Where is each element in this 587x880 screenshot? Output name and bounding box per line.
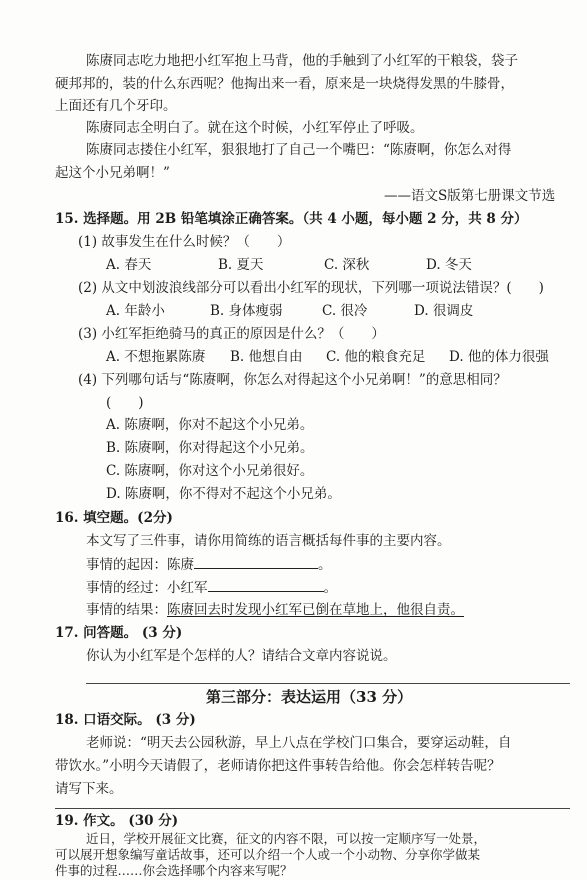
passage-source: ——语文S版第七册课文节选 (384, 188, 556, 204)
q19-line-1: 近日，学校开展征文比赛，征文的内容不限，可以按一定顺序写一处景， (86, 831, 487, 846)
q18-line-2: 带饮水。”小明今天请假了，老师请你把这件事转告给他。你会怎样转告呢？ (55, 758, 501, 774)
q16-result-text: 陈赓回去时发现小红军已倒在草地上，他很自责。 (167, 602, 464, 618)
q16-process-label: 事情的经过：小红军 (86, 580, 208, 596)
q19-title: 19. 作文。 (30 分) (55, 813, 179, 829)
passage-line-6: 起这个小兄弟啊！” (55, 165, 170, 181)
q15-4-option-a[interactable]: A. 陈赓啊，你对不起这个小兄弟。 (106, 417, 314, 433)
q15-3-option-c[interactable]: C. 他的粮食充足 (326, 349, 426, 365)
passage-line-1: 陈赓同志吃力地把小红军抱上马背，他的手触到了小红军的干粮袋，袋子 (86, 53, 518, 69)
q18-line-1: 老师说：“明天去公园秋游，早上八点在学校门口集合，要穿运动鞋，自 (86, 735, 512, 751)
q16-start-blank[interactable] (194, 555, 318, 569)
q15-2-stem: (2) 从文中划波浪线部分可以看出小红军的现状，下列哪一项说法错误？( ) (78, 280, 544, 296)
q15-3-stem: (3) 小红军拒绝骑马的真正的原因是什么？（ ） (78, 326, 385, 342)
q15-1-option-d[interactable]: D. 冬天 (426, 257, 472, 273)
passage-line-2: 硬邦邦的，装的什么东西呢？他掏出来一看，原来是一块烧得发黑的牛膝骨， (55, 76, 514, 92)
q15-2-option-c[interactable]: C. 很冷 (322, 303, 368, 319)
q15-4-paren[interactable]: ( ) (106, 395, 144, 411)
q17-title: 17. 问答题。 (3 分) (55, 625, 183, 641)
q16-process-row (86, 578, 337, 597)
passage-line-4: 陈赓同志全明白了。就在这个时候，小红军停止了呼吸。 (86, 120, 424, 136)
q16-title: 16. 填空题。(2分) (55, 510, 173, 526)
passage-line-3: 上面还有几个牙印。 (55, 98, 177, 114)
q16-start-period: 。 (318, 557, 332, 573)
q15-1-option-c[interactable]: C. 深秋 (324, 257, 370, 273)
q15-2-option-d[interactable]: D. 很调皮 (414, 303, 474, 319)
q16-process-blank[interactable] (208, 578, 324, 592)
q19-line-3: 件事的过程……你会选择哪个内容来写呢？ (55, 863, 293, 878)
q15-3-option-a[interactable]: A. 不想拖累陈赓 (106, 349, 206, 365)
q15-1-option-b[interactable]: B. 夏天 (218, 257, 264, 273)
q16-start-label: 事情的起因：陈赓 (86, 557, 194, 573)
q16-result-row (86, 601, 464, 619)
q15-2-option-a[interactable]: A. 年龄小 (106, 303, 165, 319)
q15-1-option-a[interactable]: A. 春天 (106, 257, 152, 273)
q16-result-label: 事情的结果： (86, 602, 167, 618)
q15-3-option-d[interactable]: D. 他的体力很强 (449, 349, 549, 365)
q17-answer-line[interactable] (86, 683, 570, 684)
q15-1-stem: (1) 故事发生在什么时候？（ ） (78, 234, 291, 250)
q16-process-period: 。 (323, 580, 337, 596)
passage-line-5: 陈赓同志搂住小红军，狠狠地打了自己一个嘴巴：“陈赓啊，你怎么对得 (86, 142, 512, 158)
q15-2-option-b[interactable]: B. 身体瘦弱 (210, 303, 283, 319)
q15-4-option-b[interactable]: B. 陈赓啊，你对得起这个小兄弟。 (106, 440, 314, 456)
q16-instruction: 本文写了三件事，请你用简练的语言概括每件事的主要内容。 (86, 533, 451, 549)
q16-start-row (86, 555, 332, 574)
q15-4-option-c[interactable]: C. 陈赓啊，你对这个小兄弟很好。 (106, 463, 314, 479)
q15-4-stem: (4) 下列哪句话与“陈赓啊，你怎么对得起这个小兄弟啊！”的意思相同？ (78, 372, 507, 388)
q15-4-option-d[interactable]: D. 陈赓啊，你不得对不起这个小兄弟。 (106, 486, 341, 502)
q15-3-option-b[interactable]: B. 他想自由 (230, 349, 303, 365)
q17-prompt: 你认为小红军是个怎样的人？请结合文章内容说说。 (86, 648, 397, 664)
q19-line-2: 可以展开想象编写童话故事，还可以介绍一个人或一个小动物、分享你学做某 (55, 847, 481, 862)
q15-title: 15. 选择题。用 2B 铅笔填涂正确答案。（共 4 小题，每小题 2 分，共 8 分） (55, 211, 528, 227)
q18-title: 18. 口语交际。 (3 分) (55, 712, 196, 728)
q18-answer-line[interactable] (55, 808, 570, 809)
q18-line-3: 请写下来。 (55, 781, 123, 797)
part3-header: 第三部分：表达运用（33 分） (206, 688, 413, 706)
